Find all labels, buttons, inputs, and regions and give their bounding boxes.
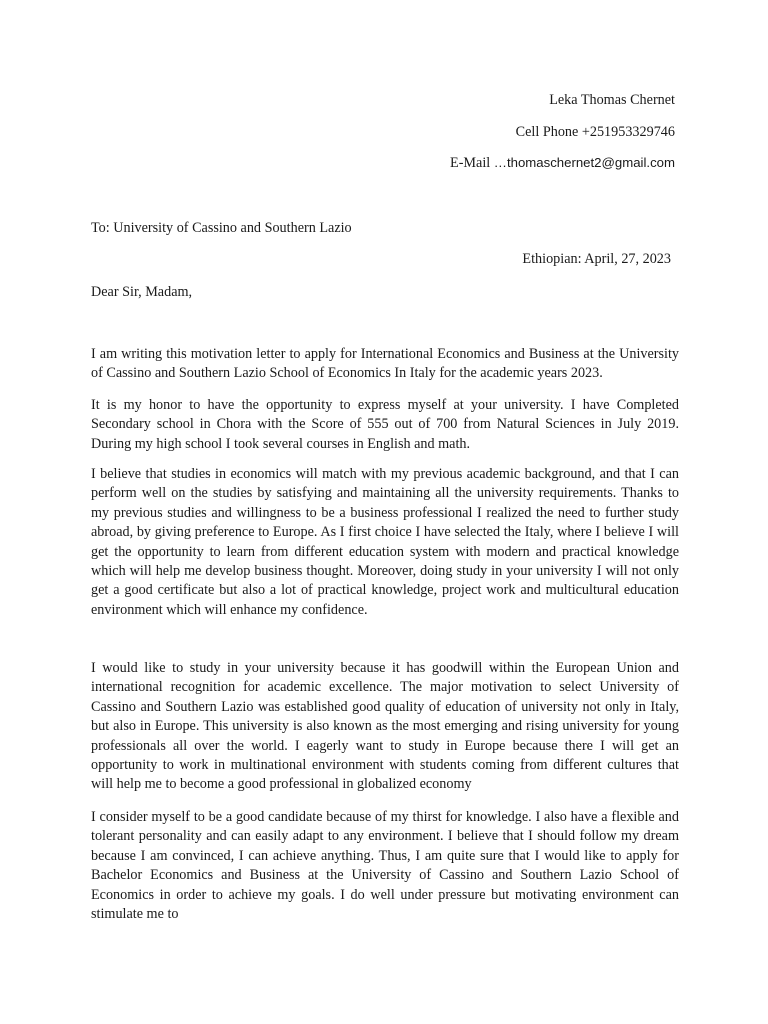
- phone-label: Cell Phone: [515, 124, 579, 140]
- recipient-line: To: University of Cassino and Southern Lazio: [91, 220, 352, 236]
- body-paragraph: I consider myself to be a good candidate because of my thirst for knowledge. I also have a flexible and tolerant personality and can easily adapt to any environment. I believe that I should follow my dream because I am convinced, I can achieve anything. Thus, I am quite sure that I would like to apply for Bachelor Economics and Business at the University of Cassino and Southern Lazio School of Economics in order to achieve my goals. I do well under pressure but motivating environment can stimulate me to: [91, 809, 679, 923]
- email-label: E-Mail: [450, 155, 491, 171]
- body-paragraph: It is my honor to have the opportunity to express myself at your university. I have Completed Secondary school in Chora with the Score of 555 out of 700 from Natural Sciences in July 2019. During my high school I took several courses in English and math.: [91, 397, 679, 452]
- salutation: Dear Sir, Madam,: [91, 284, 193, 300]
- body-paragraph: I am writing this motivation letter to apply for International Economics and Business at the University of Cassino and Southern Lazio School of Economics In Italy for the academic years 2023.: [91, 346, 679, 382]
- sender-email-line: [450, 154, 675, 172]
- letter-date: Ethiopian: April, 27, 2023: [522, 251, 671, 267]
- sender-name: Leka Thomas Chernet: [549, 92, 675, 108]
- body-paragraph: I believe that studies in economics will match with my previous academic background, and that I can perform well on the studies by satisfying and maintaining all the university requirements. Thanks to my previous studies and willingness to be a business professional I realized the need to further study abroad, by giving preference to Europe. As I first choice I have selected the Italy, where I believe I will get the opportunity to learn from different education system with modern and practical knowledge which will help me develop business thought. Moreover, doing study in your university I will not only get a good certificate but also a lot of practical knowledge, project work and multicultural education environment which will enhance my confidence.: [91, 466, 679, 618]
- phone-value: +251953329746: [581, 124, 675, 140]
- sender-phone-line: [516, 123, 675, 141]
- email-value: …thomaschernet2@gmail.com: [493, 155, 675, 170]
- body-paragraph: I would like to study in your university because it has goodwill within the European Union and international recognition for academic excellence. The major motivation to select University of Cassino and Southern Lazio was established good quality of education of university not only in Italy, but also in Europe. This university is also known as the most emerging and rising university for young professionals all over the world. I eagerly want to study in Europe because there I will get an opportunity to work in multinational environment with students coming from different cultures that will help me to become a good professional in globalized economy: [91, 660, 679, 793]
